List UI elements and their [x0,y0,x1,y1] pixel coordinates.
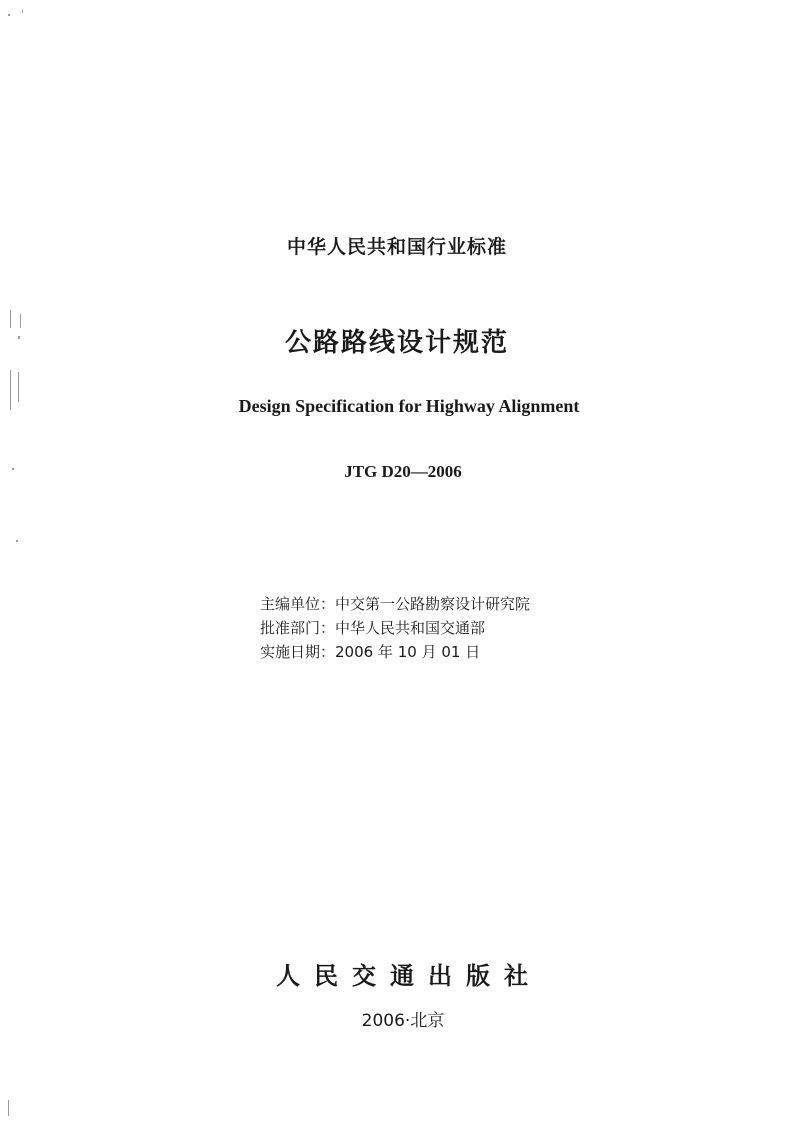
scan-speck [20,314,21,328]
info-approval-department: 批准部门：中华人民共和国交通部 [260,619,486,637]
info-block [260,592,530,664]
title-english: Design Specification for Highway Alignment [238,396,580,416]
scan-speck [10,310,11,328]
publisher: 人民交通出版社 [276,961,542,990]
publication-year-place: 2006·北京 [361,1011,445,1031]
scan-speck [22,10,23,13]
scan-speck [16,540,18,542]
title-chinese: 公路路线设计规范 [284,328,509,358]
info-effective-date: 实施日期：2006 年 10 月 01 日 [260,643,481,661]
scan-speck [12,468,14,470]
standard-code: JTG D20—2006 [344,462,462,481]
scan-speck [18,336,20,339]
info-editor-unit: 主编单位：中交第一公路勘察设计研究院 [260,595,531,613]
scan-speck [8,1100,9,1116]
standard-category: 中华人民共和国行业标准 [286,236,507,258]
scan-speck [8,14,10,16]
scan-speck [18,372,19,402]
scan-speck [10,370,11,410]
